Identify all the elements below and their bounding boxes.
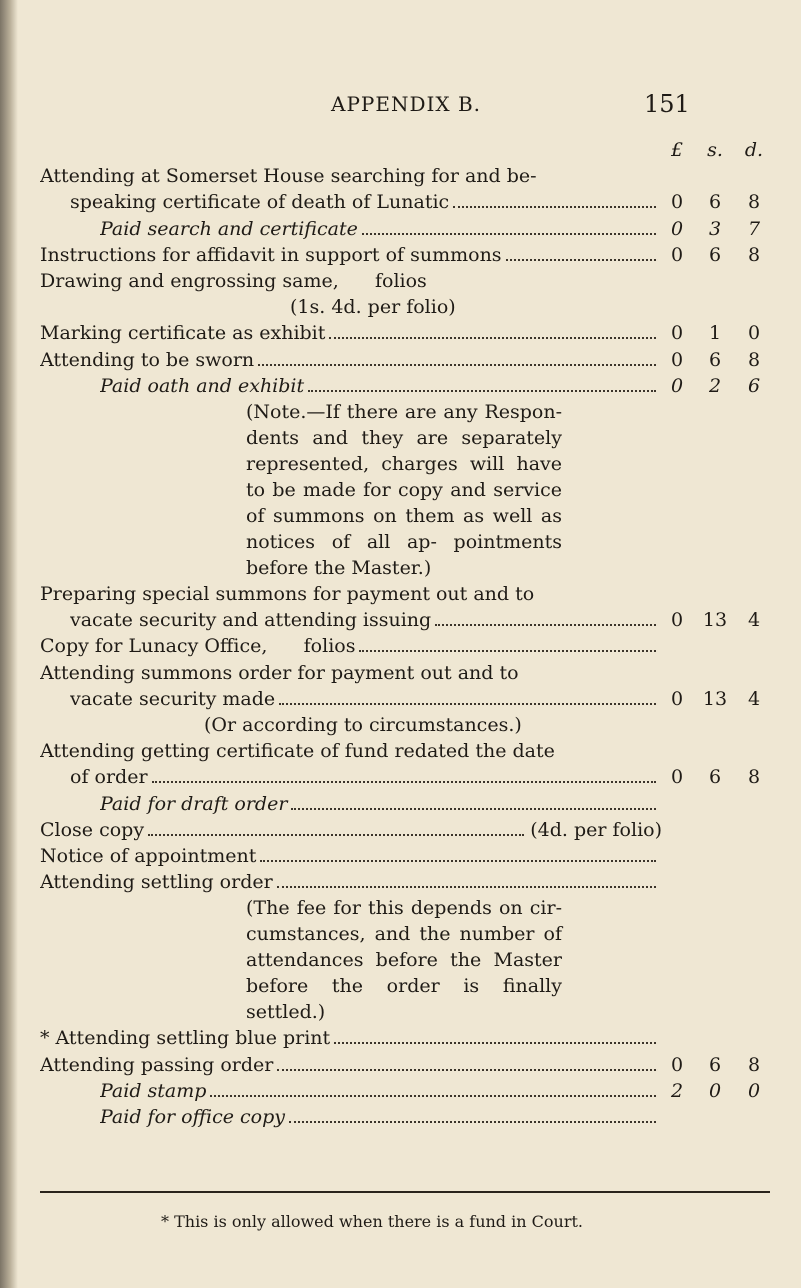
schedule-entry — [40, 347, 770, 373]
pence-value: 8 — [747, 348, 761, 371]
leader-dots — [258, 364, 656, 366]
schedule-entry — [40, 660, 770, 686]
pounds-heading: £ — [670, 139, 684, 161]
schedule-entry — [40, 581, 770, 607]
leader-dots — [329, 337, 656, 339]
shillings-value: 6 — [708, 243, 722, 266]
pounds-value: 0 — [670, 374, 684, 397]
pence-value: 7 — [747, 217, 761, 240]
entry-text: speaking certificate of death of Lunatic — [70, 191, 450, 214]
entry-text: Attending summons order for payment out and to — [40, 661, 519, 684]
schedule-entry — [40, 242, 770, 268]
pounds-value: 2 — [670, 1079, 684, 1102]
leader-dots — [308, 390, 656, 392]
rate-note: (1s. 4d. per folio) — [290, 296, 456, 319]
schedule-entry — [40, 163, 770, 189]
entry-text: Attending settling order — [40, 871, 273, 894]
schedule-entry — [40, 1104, 770, 1130]
pence-value: 8 — [747, 766, 761, 789]
entry-text: vacate security and attending issuing — [70, 609, 432, 632]
leader-dots — [359, 650, 656, 652]
schedule-entry — [40, 294, 770, 320]
schedule-entry — [40, 1078, 770, 1104]
schedule-entry — [40, 686, 770, 712]
leader-dots — [506, 259, 656, 261]
leader-dots — [277, 886, 656, 888]
page-header — [0, 92, 801, 122]
entry-text: Preparing special summons for payment out and to — [40, 583, 535, 606]
schedule-entry — [40, 738, 770, 764]
entry-note: (Or according to circumstances.) — [204, 714, 522, 737]
leader-dots — [435, 624, 656, 626]
entry-text: * Attending settling blue print — [40, 1027, 331, 1050]
entry-text: Copy for Lunacy Office, folios — [40, 635, 356, 658]
schedule-entry — [40, 633, 770, 659]
footnote-rule — [40, 1191, 770, 1193]
schedule-entry — [40, 1052, 770, 1078]
entry-text: Attending at Somerset House searching for and be- — [40, 165, 537, 188]
entry-text: vacate security made — [70, 687, 276, 710]
leader-dots — [279, 703, 656, 705]
book-spine-shadow — [0, 0, 18, 1288]
schedule-entry — [40, 817, 770, 843]
rate-note: (4d. per folio) — [530, 818, 662, 841]
entry-text: Paid for office copy — [100, 1106, 286, 1129]
schedule-entry — [40, 843, 770, 869]
schedule-entry — [40, 1025, 770, 1051]
entry-text: Attending getting certificate of fund redated the date — [40, 740, 555, 763]
pounds-value: 0 — [670, 1053, 684, 1076]
entry-text: Drawing and engrossing same, folios — [40, 270, 427, 293]
entry-text: Instructions for affidavit in support of summons — [40, 243, 502, 266]
schedule-entry — [40, 607, 770, 633]
leader-dots — [210, 1095, 656, 1097]
leader-dots — [334, 1042, 656, 1044]
schedule-entry — [40, 216, 770, 242]
pounds-value: 0 — [670, 322, 684, 345]
note-fee: (The fee for this depends on cir- cumstances, and the number of attendances before the Master before the order is finally settled.) — [246, 897, 562, 1024]
shillings-value: 6 — [708, 191, 722, 214]
pence-value: 0 — [747, 322, 761, 345]
pence-heading: d. — [744, 139, 764, 161]
leader-dots — [362, 233, 656, 235]
shillings-value: 3 — [708, 217, 722, 240]
leader-dots — [289, 1121, 656, 1123]
shillings-value: 0 — [708, 1079, 722, 1102]
page-number: 151 — [644, 90, 690, 118]
pounds-value: 0 — [670, 243, 684, 266]
schedule-entry — [40, 791, 770, 817]
entry-text: Marking certificate as exhibit — [40, 322, 326, 345]
shillings-value: 13 — [702, 687, 728, 710]
entry-text: Close copy — [40, 818, 145, 841]
note-respondents: (Note.—If there are any Respon- dents and they are separately represented, charges will have to be made for copy and service of summons on them as well as notices of all ap- pointments before the Master.) — [246, 401, 562, 580]
entry-text: Paid search and certificate — [100, 217, 358, 240]
leader-dots — [260, 860, 656, 862]
pounds-value: 0 — [670, 766, 684, 789]
leader-dots — [453, 206, 656, 208]
entry-text: Attending passing order — [40, 1053, 274, 1076]
pounds-value: 0 — [670, 609, 684, 632]
pence-value: 8 — [747, 243, 761, 266]
leader-dots — [291, 808, 656, 810]
shillings-value: 13 — [702, 609, 728, 632]
pounds-value: 0 — [670, 217, 684, 240]
schedule-entry — [40, 320, 770, 346]
entry-text: Paid for draft order — [100, 792, 288, 815]
schedule-entry — [40, 869, 770, 895]
entry-text: Paid stamp — [100, 1079, 207, 1102]
shillings-heading: s. — [707, 139, 723, 161]
entry-text: Notice of appointment — [40, 845, 257, 868]
shillings-value: 6 — [708, 348, 722, 371]
column-headings — [40, 137, 770, 163]
pence-value: 0 — [747, 1079, 761, 1102]
pence-value: 6 — [747, 374, 761, 397]
schedule-entry — [40, 373, 770, 399]
pence-value: 8 — [747, 1053, 761, 1076]
schedule-entry — [40, 189, 770, 215]
pence-value: 4 — [747, 687, 761, 710]
leader-dots — [277, 1069, 656, 1071]
footnote: * This is only allowed when there is a fund in Court. — [161, 1212, 583, 1231]
leader-dots — [148, 834, 524, 836]
shillings-value: 6 — [708, 766, 722, 789]
fee-schedule — [40, 137, 770, 1130]
shillings-value: 6 — [708, 1053, 722, 1076]
pence-value: 4 — [747, 609, 761, 632]
entry-text: Attending to be sworn — [40, 348, 255, 371]
schedule-entry — [40, 712, 770, 738]
schedule-entry — [40, 764, 770, 790]
entry-text: of order — [70, 766, 148, 789]
schedule-entry — [40, 268, 770, 294]
shillings-value: 2 — [708, 374, 722, 397]
entry-text: Paid oath and exhibit — [100, 374, 305, 397]
running-title: APPENDIX B. — [331, 92, 482, 116]
pounds-value: 0 — [670, 687, 684, 710]
pounds-value: 0 — [670, 348, 684, 371]
pence-value: 8 — [747, 191, 761, 214]
leader-dots — [152, 781, 656, 783]
shillings-value: 1 — [708, 322, 722, 345]
pounds-value: 0 — [670, 191, 684, 214]
